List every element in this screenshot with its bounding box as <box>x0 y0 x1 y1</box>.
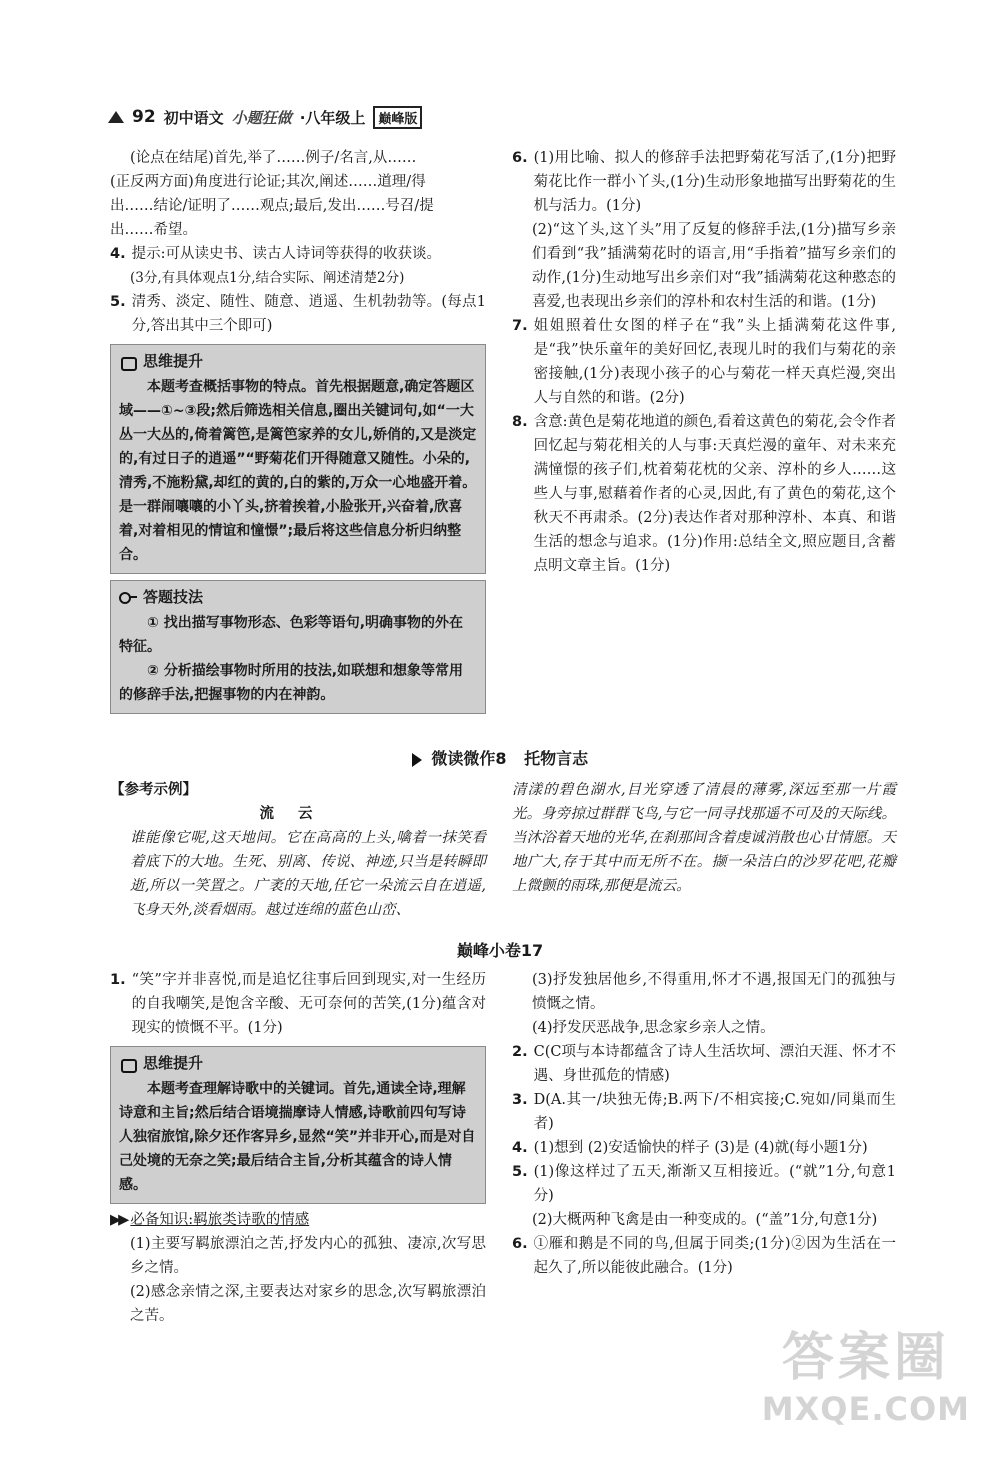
watermark-url: MXQE.COM <box>761 1390 970 1428</box>
box-title-text: 思维提升 <box>143 1054 204 1072</box>
box-item: ② 分析描绘事物时所用的技法,如联想和想象等常用的修辞手法,把握事物的内在神韵。 <box>119 663 464 703</box>
knowledge-item: (3)抒发独居他乡,不得重用,怀才不遇,报国无门的孤独与愤慨之情。 <box>532 972 896 1012</box>
page-header <box>108 104 422 130</box>
edition-badge: 巅峰版 <box>373 106 422 129</box>
item-number: 2. <box>512 1044 528 1060</box>
key-icon <box>119 590 137 604</box>
item-number: 5. <box>512 1164 528 1180</box>
right-top-column <box>512 146 896 578</box>
box-title-text: 思维提升 <box>143 352 204 370</box>
knowledge-item: (1)主要写羁旅漂泊之苦,抒发内心的孤独、凄凉,次写思乡之情。 <box>130 1236 486 1276</box>
hand-icon <box>119 353 137 369</box>
item-text: 姐姐照着仕女图的样子在“我”头上插满菊花这件事,是“我”快乐童年的美好回忆,表现儿时的我们与菊花的亲密接触,(1分)表现小孩子的心与菊花一样天真烂漫,突出人与自然的和谐。(2分) <box>533 318 896 406</box>
section-title <box>0 938 1000 961</box>
box-title <box>119 585 477 609</box>
item-text: 含意:黄色是菊花地道的颜色,看着这黄色的菊花,会令作者回忆起与菊花相关的人与事:天真烂漫的童年、对未来充满憧憬的孩子们,枕着菊花枕的父亲、淳朴的乡人……这些人与事,慰藉着作者的心灵,因此,有了黄色的菊花,这个秋天不再肃杀。(2分)表达作者对那种淳朴、本真、和谐生活的想念与追求。(1分)作用:总结全文,照应题目,含蓄点明文章主旨。(1分) <box>533 414 896 574</box>
answer-item <box>110 968 486 1040</box>
thinking-box <box>110 1046 486 1204</box>
grade-label: ·八年级上 <box>299 108 366 127</box>
watermark-logo: 答案圈 <box>781 1328 950 1388</box>
brand-logo: 小题狂做 <box>231 108 292 127</box>
section-subtitle: 托物言志 <box>524 749 589 768</box>
item-text: (1)用比喻、拟人的修辞手法把野菊花写活了,(1分)把野菊花比作一群小丫头,(1分)生动形象地描写出野菊花的生机与活力。(1分) <box>533 150 896 214</box>
section-title <box>0 746 1000 769</box>
box-title <box>119 1051 477 1075</box>
answer-item <box>512 1160 896 1208</box>
answer-item <box>512 410 896 578</box>
item-text: 提示:可从读史书、读古人诗词等获得的收获谈。 <box>131 246 441 262</box>
item-text: D(A.其一/块独无俦;B.两下/不相宾接;C.宛如/同巢而生者) <box>533 1092 896 1132</box>
right-bottom-column <box>512 968 896 1280</box>
thinking-box <box>110 344 486 574</box>
page-number: 92 <box>132 107 156 127</box>
answer-item <box>512 146 896 218</box>
essay-left <box>110 778 486 922</box>
watermark <box>762 1315 970 1428</box>
box-body: 本题考查概括事物的特点。首先根据题意,确定答题区域——①~③段;然后筛选相关信息,圈出关键词句,如“一大丛一大丛的,倚着篱笆,是篱笆家养的女儿,娇俏的,又是淡定的,有过日子的逍遥”“野菊花们开得随意又随性。小朵的,清秀,不施粉黛,却红的黄的,白的紫的,万众一心地盛开着。是一群闹嚷嚷的小丫头,挤着挨着,小脸张开,兴奋着,欣喜着,对着相见的情谊和憧憬”;最后将这些信息分析归纳整合。 <box>119 379 477 563</box>
box-title-text: 答题技法 <box>143 588 204 606</box>
double-arrow-icon: ▶▶ <box>110 1212 127 1228</box>
essay-paragraph: 清漾的碧色湖水,目光穿透了清晨的薄雾,深远至那一片霞光。身旁掠过群群飞鸟,与它一同寻找那遥不可及的天际线。当沐浴着天地的光华,在刹那间含着虔诚消散也心甘情愿。天地广大,存于其中而无所不在。撷一朵洁白的沙罗花吧,花瓣上微颤的雨珠,那便是流云。 <box>512 782 896 894</box>
item-number: 6. <box>512 150 528 166</box>
section-title-text: 微读微作8 <box>431 749 507 768</box>
intro-line: (论点在结尾)首先,举了……例子/名言,从…… <box>130 150 417 166</box>
answer-item <box>110 242 486 266</box>
box-title <box>119 349 477 373</box>
item-text: C(C项与本诗都蕴含了诗人生活坎坷、漂泊天涯、怀才不遇、身世孤危的情感) <box>533 1044 896 1084</box>
score-note: (3分,有具体观点1分,结合实际、阐述清楚2分) <box>130 270 405 286</box>
answer-item <box>512 1136 896 1160</box>
item-text: ①雁和鹅是不同的鸟,但属于同类;(1分)②因为生活在一起久了,所以能彼此融合。(1分) <box>533 1236 896 1276</box>
intro-line: (正反两方面)角度进行论证;其次,阐述……道理/得 <box>110 174 426 190</box>
technique-box <box>110 580 486 714</box>
item-number: 7. <box>512 318 528 334</box>
reference-label: 【参考示例】 <box>110 782 197 798</box>
item-number: 5. <box>110 294 126 310</box>
left-bottom-column <box>110 968 486 1328</box>
answer-item <box>512 1232 896 1280</box>
item-number: 4. <box>110 246 126 262</box>
subject-label: 初中语文 <box>163 108 224 127</box>
box-item: ① 找出描写事物形态、色彩等语句,明确事物的外在特征。 <box>119 615 464 655</box>
knowledge-label: 必备知识:羁旅类诗歌的情感 <box>130 1212 310 1228</box>
knowledge-item: (2)感念亲情之深,主要表达对家乡的思念,次写羁旅漂泊之苦。 <box>130 1284 486 1324</box>
item-number: 6. <box>512 1236 528 1252</box>
intro-line: 出……结论/证明了……观点;最后,发出……号召/提 <box>110 198 434 214</box>
hand-icon <box>119 1055 137 1071</box>
item-text: (1)想到 (2)安适愉快的样子 (3)是 (4)就(每小题1分) <box>533 1140 868 1156</box>
essay-paragraph: 谁能像它呢,这天地间。它在高高的上头,噙着一抹笑看着底下的大地。生死、别离、传说、神迹,只当是转瞬即逝,所以一笑置之。广袤的天地,任它一朵流云自在逍遥,飞身天外,淡看烟雨。越过连绵的蓝色山峦、 <box>130 830 486 918</box>
answer-item <box>512 314 896 410</box>
section-title-text: 巅峰小卷17 <box>456 941 544 960</box>
item-number: 3. <box>512 1092 528 1108</box>
knowledge-item: (4)抒发厌恶战争,思念家乡亲人之情。 <box>532 1020 775 1036</box>
item-number: 1. <box>110 972 126 988</box>
item-paragraph: (2)大概两种飞禽是由一种变成的。(“盖”1分,句意1分) <box>532 1212 878 1228</box>
answer-item <box>512 1040 896 1088</box>
item-paragraph: (2)“这丫头,这丫头”用了反复的修辞手法,(1分)描写乡亲们看到“我”插满菊花时的语言,用“手指着”描写乡亲们的动作,(1分)生动地写出乡亲们对“我”插满菊花这种憨态的喜爱,也表现出乡亲们的淳朴和农村生活的和谐。(1分) <box>532 222 896 310</box>
item-number: 4. <box>512 1140 528 1156</box>
left-top-column <box>110 146 486 714</box>
triangle-icon <box>108 111 124 123</box>
essay-title: 流云 <box>259 805 337 822</box>
item-number: 8. <box>512 414 528 430</box>
arrow-icon <box>412 753 422 767</box>
answer-item <box>110 290 486 338</box>
answer-item <box>512 1088 896 1136</box>
item-text: 清秀、淡定、随性、随意、逍遥、生机勃勃等。(每点1分,答出其中三个即可) <box>131 294 486 334</box>
box-body: 本题考查理解诗歌中的关键词。首先,通读全诗,理解诗意和主旨;然后结合语境揣摩诗人情感,诗歌前四句写诗人独宿旅馆,除夕还作客异乡,显然“笑”并非开心,而是对自己处境的无奈之笑;最后结合主旨,分析其蕴含的诗人情感。 <box>119 1081 476 1193</box>
intro-line: 出……希望。 <box>110 222 197 238</box>
essay-right <box>512 778 896 898</box>
item-text: (1)像这样过了五天,渐渐又互相接近。(“就”1分,句意1分) <box>533 1164 896 1204</box>
knowledge-heading <box>110 1208 486 1232</box>
item-text: “笑”字并非喜悦,而是追忆往事后回到现实,对一生经历的自我嘲笑,是饱含辛酸、无可奈何的苦笑,(1分)蕴含对现实的愤慨不平。(1分) <box>131 972 486 1036</box>
